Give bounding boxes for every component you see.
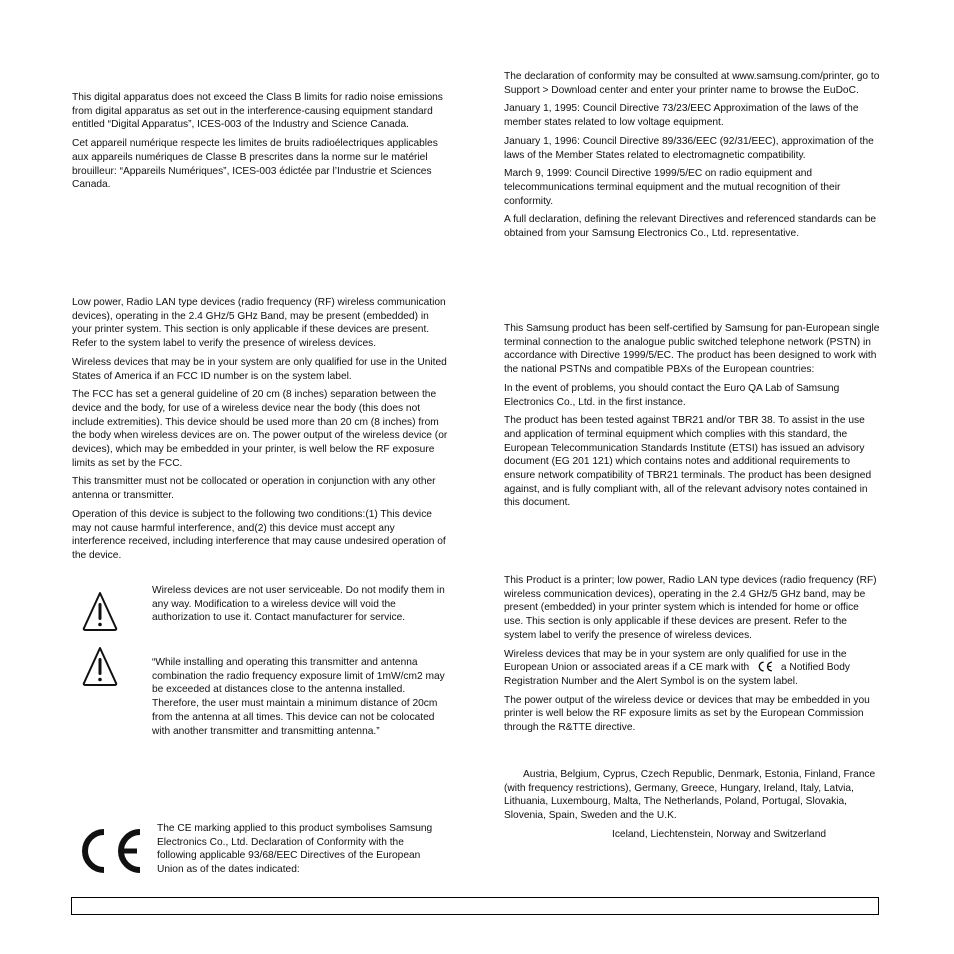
footer-frame — [71, 897, 879, 915]
ce-mark-small-icon — [755, 661, 775, 672]
canada-paragraph-fr: Cet appareil numérique respecte les limites de bruits radioélectriques applicables aux appareils numériques de Classe B prescrites dans la norme sur le matériel brouilleur: “Appareils Numériques”, ICES-003 édictée par l’Industrie et Sciences Canada. — [72, 138, 438, 191]
wireless-us-paragraph-2: Wireless devices that may be in your system are only qualified for use in the United States of America if an FCC ID number is on the system label. — [72, 356, 447, 382]
conformity-paragraph-2: January 1, 1995: Council Directive 73/23/EEC Approximation of the laws of the member states related to low voltage equipment. — [504, 103, 859, 129]
left-column — [72, 91, 448, 197]
wireless-us-paragraph-1: Low power, Radio LAN type devices (radio frequency (RF) wireless communication devices), operating in the 2.4 GHz/5 GHz Band, may be present (embedded) in your printer system. This section is only applicable if these devices are present. Refer to the system label to verify the presence of wireless devices. — [72, 297, 446, 350]
wireless-eu-paragraph-1: This Product is a printer; low power, Radio LAN type devices (radio frequency (RF) wireless communication devices), operating in the 2.4 GHz/5 GHz band, may be present (embedded) in your printer system which is intended for home or office use. This section is only applicable if these devices are present. Refer to the system label to verify the presence of wireless devices. — [504, 575, 877, 641]
wireless-us-paragraph-5: Operation of this device is subject to the following two conditions:(1) This device may not cause harmful interference, and(2) this device must accept any interference received, including interference that may cause undesired operation of the device. — [72, 508, 446, 561]
eea-countries-list: Iceland, Liechtenstein, Norway and Switzerland — [612, 829, 827, 840]
conformity-paragraph-5: A full declaration, defining the relevant Directives and referenced standards can be obtained from your Samsung Electronics Co., Ltd. representative. — [504, 214, 877, 240]
wireless-eu-paragraph-3: The power output of the wireless device or devices that may be embedded in you printer is well below the RF exposure limits as set by the European Commission through the R&TTE directive. — [504, 694, 870, 734]
pstn-paragraph-1: This Samsung product has been self-certified by Samsung for pan-European single terminal connection to the analogue public switched telephone network (PSTN) in accordance with Directive 1999/5/EC. The product has been designed to work with the national PSTNs and compatible PBXs of the European countries: — [504, 323, 880, 376]
right-column — [504, 70, 880, 246]
warning-text-2: “While installing and operating this transmitter and antenna combination the radio frequency exposure limit of 1mW/cm2 may be exceeded at distances close to the antenna installed. Therefore, the user must maintain a minimum distance of 20cm from the antenna at all times. This device can not be colocated with another transmitter and transmitting antenna.” — [152, 657, 445, 737]
ce-mark-logo — [74, 827, 146, 875]
conformity-paragraph-1: The declaration of conformity may be consulted at www.samsung.com/printer, go to Support > Download center and enter your printer name to browse the EuDoC. — [504, 71, 880, 96]
warning-text-1: Wireless devices are not user serviceable. Do not modify them in any way. Modification to a wireless device will void the authorization to use it. Contact manufacturer for service. — [152, 585, 445, 624]
wireless-us-paragraph-4: This transmitter must not be collocated or operation in conjunction with any other antenna or transmitter. — [72, 476, 436, 502]
conformity-paragraph-3: January 1, 1996: Council Directive 89/336/EEC (92/31/EEC), approximation of the laws of the Member States related to electromagnetic compatibility. — [504, 135, 874, 161]
wireless-eu-paragraph-2 — [504, 648, 880, 689]
warning-triangle-icon — [82, 590, 118, 632]
wireless-us-section — [72, 296, 448, 568]
wireless-eu-paragraph-2-start: Wireless devices that may be in your system are only qualified for use in the European Union or associated areas if a CE mark with — [504, 648, 847, 674]
eu-countries-list: Austria, Belgium, Cyprus, Czech Republic, Denmark, Estonia, Finland, France (with frequency restrictions), Germany, Greece, Hungary, Ireland, Italy, Latvia, Lithuania, Luxembourg, Malta, The Netherlands, Poland, Portugal, Slovakia, Slovenia, Spain, Sweden and the U.K. — [504, 769, 876, 822]
conformity-paragraph-4: March 9, 1999: Council Directive 1999/5/EC on radio equipment and telecommunications terminal equipment and the mutual recognition of their conformity. — [504, 168, 841, 207]
pstn-paragraph-2: In the event of problems, you should contact the Euro QA Lab of Samsung Electronics Co., Ltd. in the first instance. — [504, 382, 840, 408]
pstn-section — [504, 322, 880, 515]
warning-triangle-icon — [82, 645, 118, 687]
wireless-eu-paragraph-2-end: a Notified Body Registration Number and the Alert Symbol is on the system label. — [504, 662, 850, 687]
wireless-eu-section — [504, 574, 880, 740]
pstn-paragraph-3: The product has been tested against TBR21 and/or TBR 38. To assist in the use and application of terminal equipment which complies with this standard, the European Telecommunication Standards Institute (ETSI) has issued an advisory document (EG 201 121) which contains notes and additional requirements to ensure network compatibility of TBR21 terminals. The product has been designed against, and is fully compliant with, all of the relevant advisory notes contained in this document. — [504, 415, 872, 509]
canada-paragraph-en: This digital apparatus does not exceed the Class B limits for radio noise emissions from digital apparatus as set out in the interference-causing equipment standard entitled “Digital Apparatus”, ICES-003 of the Industry and Science Canada. — [72, 92, 443, 131]
wireless-us-paragraph-3: The FCC has set a general guideline of 20 cm (8 inches) separation between the device and the body, for use of a wireless device near the body (this does not include extremities). This device should be used more than 20 cm (8 inches) from the body when wireless devices are on. The power output of the wireless device (or devices), which may be embedded in your printer, is well below the RF exposure limits as set by the FCC. — [72, 389, 448, 469]
ce-marking-text: The CE marking applied to this product symbolises Samsung Electronics Co., Ltd. Declaration of Conformity with the following applicable 93/68/EEC Directives of the European Union as of the dates indicated: — [157, 823, 433, 876]
